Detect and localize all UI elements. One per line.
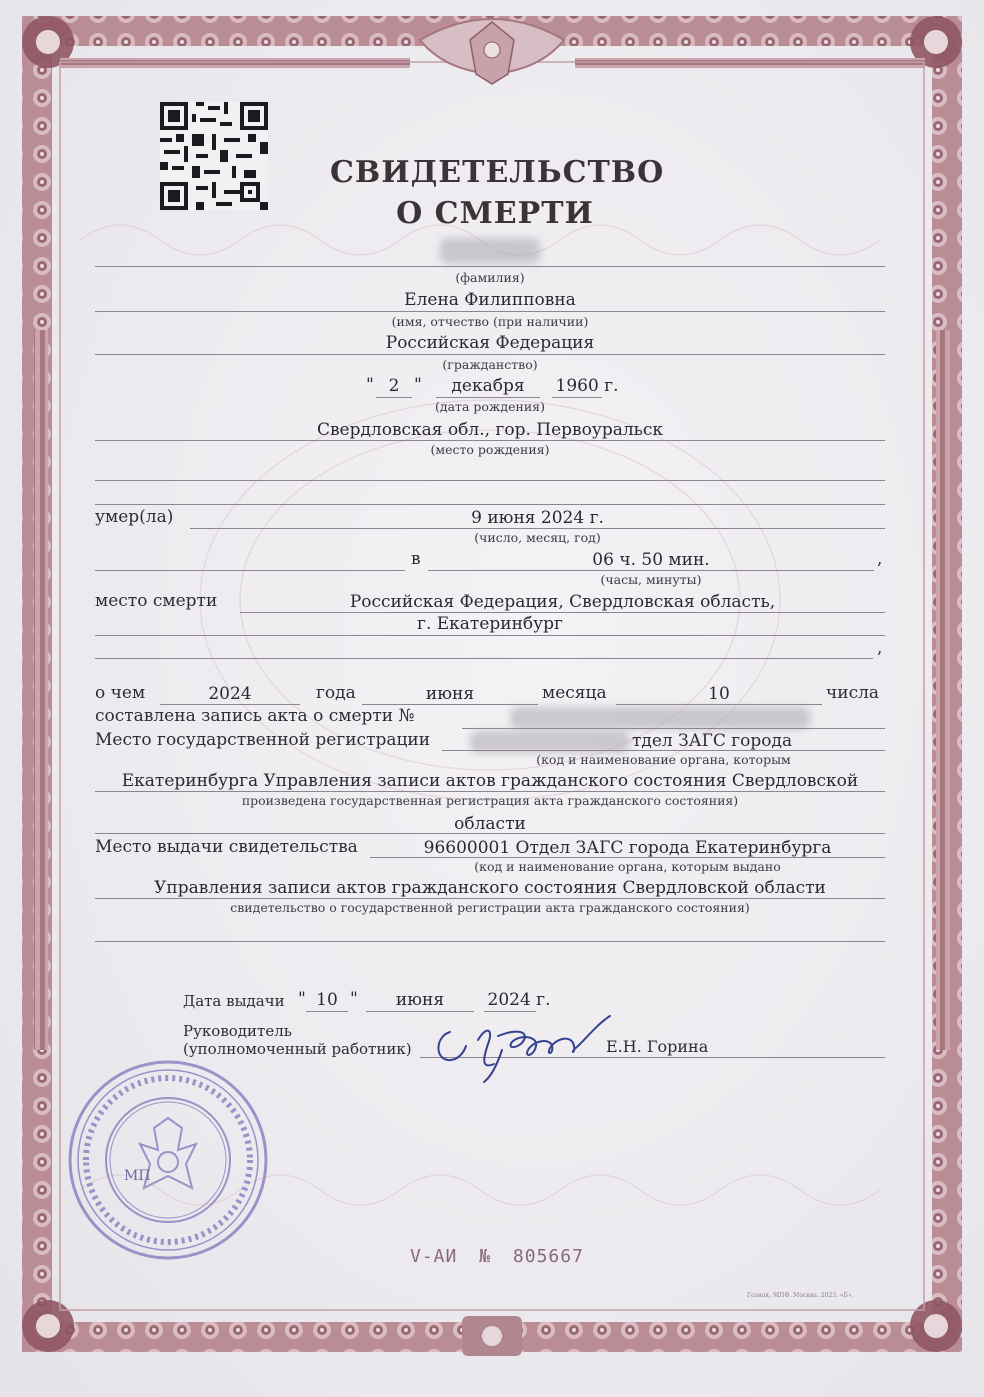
death-date-value: 9 июня 2024 г. bbox=[471, 508, 604, 528]
record-number-label: составлена запись акта о смерти № bbox=[95, 706, 415, 726]
registration-line-2 bbox=[95, 791, 885, 792]
birth-date-caption: (дата рождения) bbox=[435, 399, 545, 414]
birth-day: 2 bbox=[388, 376, 400, 396]
death-time-caption: (часы, минуты) bbox=[600, 572, 702, 587]
death-place-value-2: г. Екатеринбург bbox=[417, 614, 563, 634]
record-number-redaction bbox=[510, 707, 810, 729]
citizenship-value: Российская Федерация bbox=[385, 333, 595, 353]
record-day-label: числа bbox=[826, 683, 880, 703]
document-title-line-2: О СМЕРТИ bbox=[396, 196, 594, 231]
blank-line-2 bbox=[95, 504, 885, 505]
signature bbox=[428, 1006, 628, 1086]
blank-line-1 bbox=[95, 480, 885, 481]
death-place-value-1: Российская Федерация, Свердловская область, bbox=[349, 592, 776, 612]
death-date-line bbox=[190, 528, 885, 529]
record-month-line bbox=[362, 704, 538, 705]
surname-line bbox=[95, 266, 885, 267]
issue-place-value-2: Управления записи актов гражданского состояния Свердловской области bbox=[154, 878, 826, 898]
issue-day-line bbox=[306, 1011, 348, 1012]
record-year-line bbox=[160, 704, 300, 705]
death-place-line-2 bbox=[95, 635, 885, 636]
serial-number-block bbox=[410, 1246, 584, 1267]
registration-line-1 bbox=[442, 750, 885, 751]
birth-day-line bbox=[376, 397, 412, 398]
birth-place-caption: (место рождения) bbox=[430, 442, 550, 457]
head-label-1: Руководитель bbox=[183, 1022, 292, 1040]
issue-day: 10 bbox=[316, 990, 338, 1010]
record-number-line bbox=[462, 728, 885, 729]
name-line bbox=[95, 311, 885, 312]
registration-place-value-2: Екатеринбурга Управления записи актов гражданского состояния Свердловской bbox=[121, 771, 859, 791]
seal-mark: МП bbox=[124, 1168, 151, 1184]
death-time-line bbox=[428, 570, 874, 571]
registration-place-value-3: области bbox=[454, 814, 526, 834]
death-place-line-1 bbox=[240, 612, 885, 613]
death-date-caption: (число, месяц, год) bbox=[474, 530, 601, 545]
death-place-line-3 bbox=[95, 658, 873, 659]
citizenship-line bbox=[95, 354, 885, 355]
serial-number: 805667 bbox=[512, 1246, 584, 1267]
serial-no-sign: № bbox=[479, 1246, 492, 1267]
head-name: Е.Н. Горина bbox=[606, 1037, 709, 1056]
record-month: июня bbox=[425, 684, 475, 704]
birth-year-line bbox=[552, 397, 602, 398]
birth-month: декабря bbox=[451, 376, 525, 396]
name-value: Елена Филипповна bbox=[404, 290, 576, 310]
issue-place-value-1: 96600001 Отдел ЗАГС города Екатеринбурга bbox=[423, 838, 832, 858]
issue-line-3 bbox=[95, 941, 885, 942]
qr-code bbox=[160, 102, 268, 210]
birth-place-value: Свердловская обл., гор. Первоуральск bbox=[316, 420, 664, 440]
name-caption: (имя, отчество (при наличии) bbox=[391, 314, 589, 329]
death-place-comma: , bbox=[877, 638, 883, 658]
document-title-line-1: СВИДЕТЕЛЬСТВО bbox=[330, 155, 665, 190]
record-day: 10 bbox=[708, 684, 730, 704]
issue-line-1 bbox=[370, 857, 885, 858]
registration-place-label: Место государственной регистрации bbox=[95, 730, 431, 750]
issue-place-label: Место выдачи свидетельства bbox=[95, 837, 358, 857]
death-time-left-line bbox=[95, 570, 405, 571]
citizenship-caption: (гражданство) bbox=[442, 357, 538, 372]
issue-date-label: Дата выдачи bbox=[183, 992, 285, 1010]
in-label: в bbox=[411, 549, 421, 569]
registration-caption-1: (код и наименование органа, которым bbox=[536, 752, 791, 767]
birth-place-line bbox=[95, 440, 885, 441]
printer-note: Гознак, МПФ. Москва. 2023. «Б». bbox=[747, 1292, 854, 1299]
registration-place-value-1: тдел ЗАГС города bbox=[632, 731, 793, 751]
birth-year: 1960 г. bbox=[555, 376, 619, 396]
record-month-label: месяца bbox=[542, 683, 607, 703]
issue-caption-2: свидетельство о государственной регистрации акта гражданского состояния) bbox=[230, 900, 750, 915]
issue-day-quote-open: " bbox=[298, 989, 306, 1009]
issue-line-2 bbox=[95, 898, 885, 899]
died-label: умер(ла) bbox=[95, 507, 174, 527]
issue-day-quote-close: " bbox=[350, 989, 358, 1009]
record-day-line bbox=[616, 704, 822, 705]
birth-day-quote-close: " bbox=[414, 375, 422, 395]
birth-month-line bbox=[436, 397, 540, 398]
birth-day-quote-open: " bbox=[366, 375, 374, 395]
registration-caption-2: произведена государственная регистрация акта гражданского состояния) bbox=[241, 793, 739, 808]
head-label-2: (уполномоченный работник) bbox=[183, 1040, 412, 1058]
surname-caption: (фамилия) bbox=[455, 270, 525, 285]
surname-redaction bbox=[440, 238, 540, 264]
record-year-label: года bbox=[316, 683, 356, 703]
death-place-label: место смерти bbox=[95, 591, 218, 611]
official-stamp bbox=[66, 1058, 271, 1263]
issue-year: 2024 г. bbox=[487, 990, 551, 1010]
serial-series: V-АИ bbox=[410, 1246, 458, 1267]
death-time-value: 06 ч. 50 мин. bbox=[592, 550, 710, 570]
record-about-label: о чем bbox=[95, 683, 146, 703]
issue-caption-1: (код и наименование органа, которым выдано bbox=[474, 859, 781, 874]
registration-line-3 bbox=[95, 833, 885, 834]
issue-month: июня bbox=[395, 990, 445, 1010]
record-year: 2024 bbox=[208, 684, 252, 704]
death-time-comma: , bbox=[877, 549, 883, 569]
